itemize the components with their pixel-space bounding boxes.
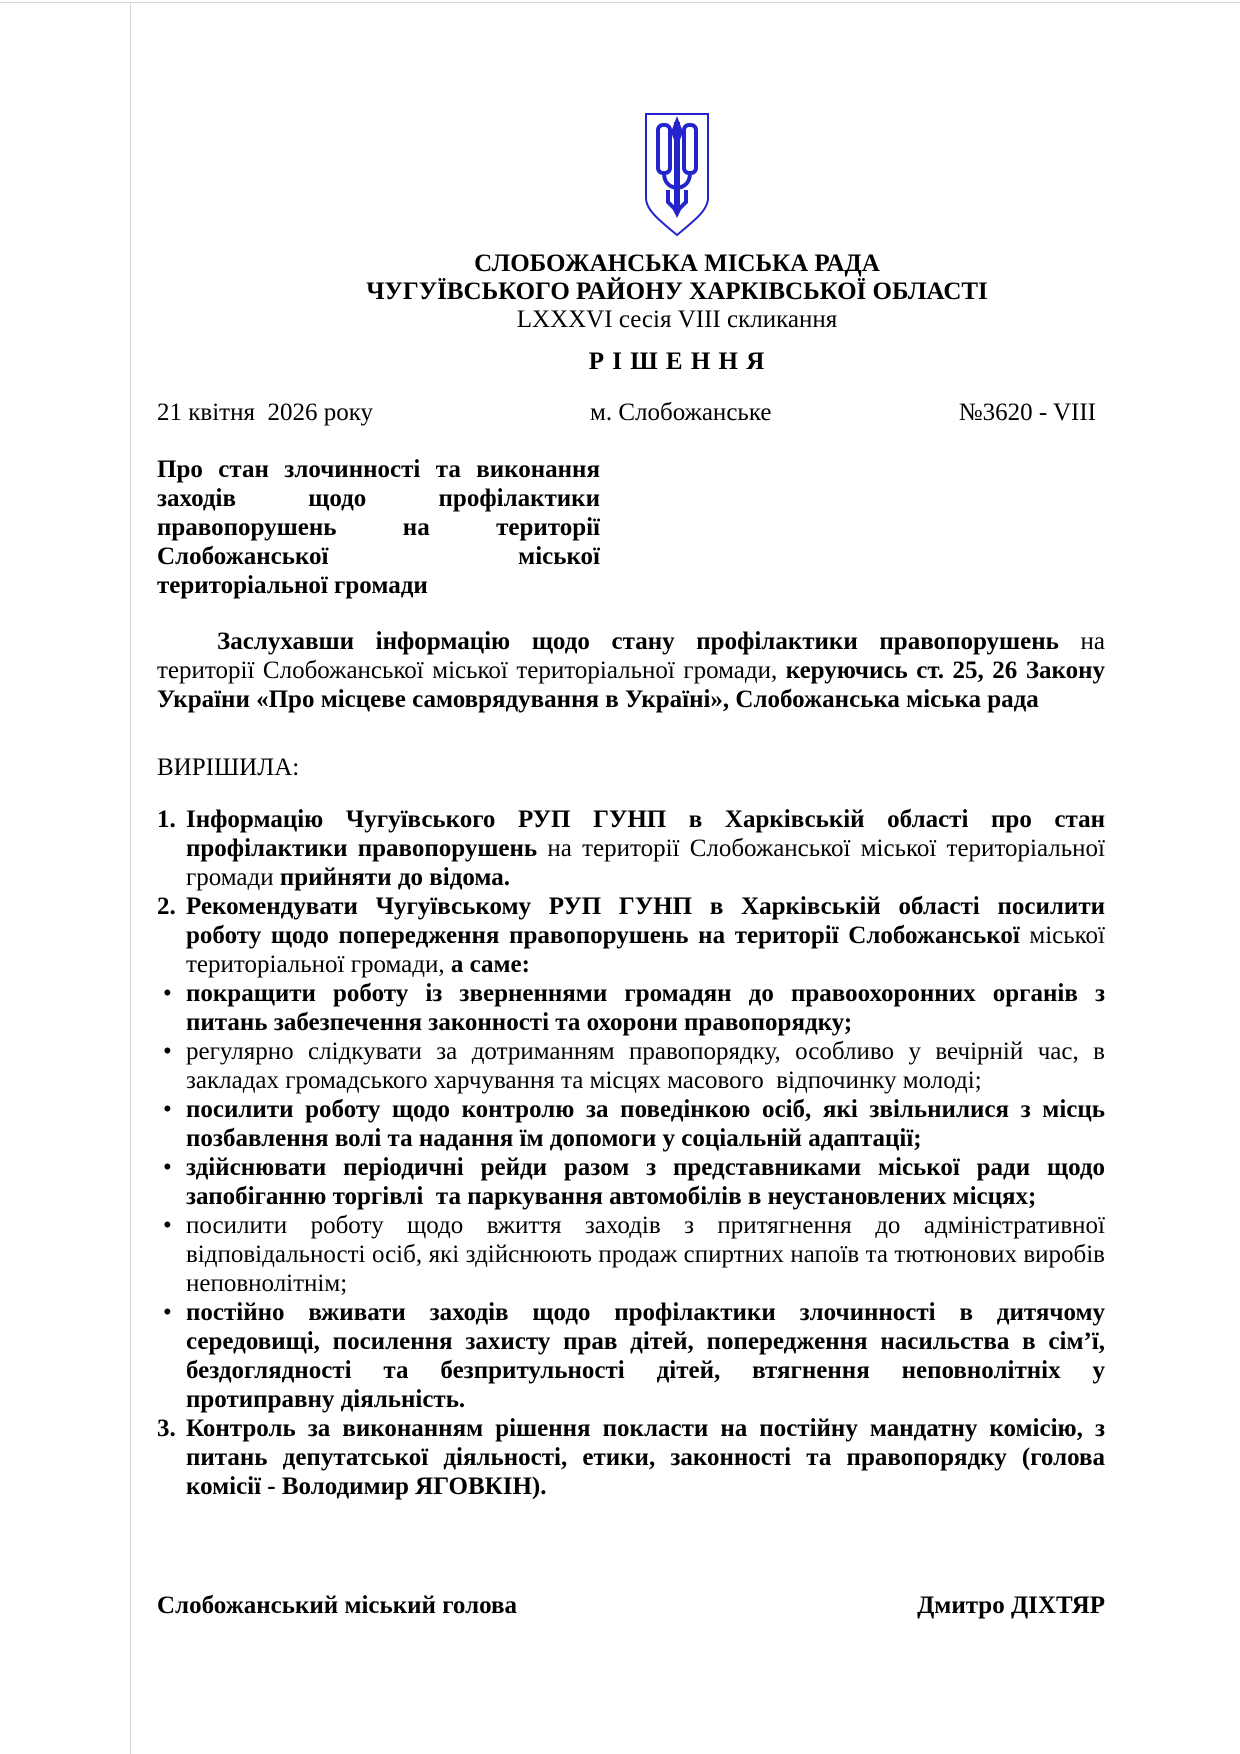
list-text-segment: посилити роботу щодо контролю за поведінкою осіб, які звільнилися з місць позбавлення волі та надання їм допомоги у соціальній адаптації; xyxy=(186,1096,1105,1152)
numbered-item xyxy=(157,1414,1105,1501)
decision-place: м. Слобожанське xyxy=(590,399,772,426)
intro-segment: керуючись ст. 25, 26 Закону України «Про місцеве самоврядування в Україні», Слобожанська міська рада xyxy=(157,657,1105,713)
list-text-segment: Інформацію Чугуївського РУП ГУНП в Харківській області про стан профілактики правопорушень xyxy=(186,806,1105,862)
decision-title: Р І Ш Е Н Н Я xyxy=(588,348,766,375)
list-text-segment: покращити роботу із зверненнями громадян до правоохоронних органів з питань забезпечення законності та охорони правопорядку; xyxy=(186,980,1105,1036)
bullet-marker: • xyxy=(163,1096,172,1123)
subject-line: Слобожанської міської xyxy=(157,543,600,570)
ukraine-tryzub-shield-icon xyxy=(644,112,710,238)
subject-line: Про стан злочинності та виконання xyxy=(157,456,600,483)
district-name: ЧУГУЇВСЬКОГО РАЙОНУ ХАРКІВСЬКОЇ ОБЛАСТІ xyxy=(366,278,988,305)
bullet-marker: • xyxy=(163,1299,172,1326)
resolved-label: ВИРІШИЛА: xyxy=(157,754,300,781)
document-content xyxy=(157,0,1105,1620)
number-marker: 3. xyxy=(157,1415,176,1442)
intro-segment: Заслухавши інформацію щодо стану профілактики правопорушень xyxy=(217,628,1059,655)
subject-block xyxy=(157,455,600,600)
council-name: СЛОБОЖАНСЬКА МІСЬКА РАДА xyxy=(474,250,880,277)
intro-segment: на території Слобожанської міської територіальної громади, xyxy=(157,628,1105,684)
intro-paragraph xyxy=(157,627,1105,714)
numbered-item xyxy=(157,805,1105,892)
decision-date: 21 квітня 2026 року xyxy=(157,399,373,426)
bullet-item xyxy=(157,1211,1105,1298)
list-text-segment: постійно вживати заходів щодо профілактики злочинності в дитячому середовищі, посилення захисту прав дітей, попередження насильства в сім’ї, бездоглядності та безпритульності дітей, втягнення неповнолітніх у протиправну діяльність. xyxy=(186,1299,1105,1413)
subject-line: правопорушень на території xyxy=(157,514,600,541)
bullet-marker: • xyxy=(163,980,172,1007)
list-text-segment: на території Слобожанської міської територіальної громади xyxy=(186,835,1105,891)
emblem-row xyxy=(203,112,1151,238)
subject-line: заходів щодо профілактики xyxy=(157,485,600,512)
decision-number: №3620 - VIII xyxy=(958,399,1096,426)
bullet-marker: • xyxy=(163,1212,172,1239)
bullet-item xyxy=(157,1095,1105,1153)
numbered-item xyxy=(157,892,1105,979)
signature-position: Слобожанський міський голова xyxy=(157,1592,517,1619)
bullet-marker: • xyxy=(163,1154,172,1181)
list-text-segment: міської територіальної громади, xyxy=(186,922,1106,978)
number-marker: 1. xyxy=(157,806,176,833)
resolution-list xyxy=(157,805,1105,1501)
bullet-marker: • xyxy=(163,1038,172,1065)
signature-row xyxy=(157,1591,1105,1620)
date-row xyxy=(157,398,1105,427)
bullet-item xyxy=(157,1298,1105,1414)
bullet-item xyxy=(157,1037,1105,1095)
list-text-segment: прийняти до відома. xyxy=(279,864,510,891)
left-border-line xyxy=(130,2,131,1754)
list-text-segment: Рекомендувати Чугуївському РУП ГУНП в Харківській області посилити роботу щодо попередження правопорушень на території Слобожанської xyxy=(186,893,1105,949)
signature-name: Дмитро ДІХТЯР xyxy=(917,1592,1105,1619)
bullet-item xyxy=(157,1153,1105,1211)
subject-line: територіальної громади xyxy=(157,572,428,599)
session-line: LXXXVI сесія VIII скликання xyxy=(516,306,838,333)
list-text-segment: посилити роботу щодо вжиття заходів з притягнення до адміністративної відповідальності осіб, які здійснюють продаж спиртних напоїв та тютюнових виробів неповнолітнім; xyxy=(186,1212,1105,1297)
list-text-segment: а саме: xyxy=(450,951,530,978)
list-text-segment: Контроль за виконанням рішення покласти на постійну мандатну комісію, з питань депутатської діяльності, етики, законності та правопорядку (голова комісії - Володимир ЯГОВКІН). xyxy=(186,1415,1105,1500)
list-text-segment: регулярно слідкувати за дотриманням правопорядку, особливо у вечірній час, в закладах громадського харчування та місцях масового відпочинку молоді; xyxy=(186,1038,1105,1094)
list-text-segment: здійснювати періодичні рейди разом з представниками міської ради щодо запобіганню торгівлі та паркування автомобілів в неустановлених місцях; xyxy=(186,1154,1105,1210)
bullet-item xyxy=(157,979,1105,1037)
number-marker: 2. xyxy=(157,893,176,920)
